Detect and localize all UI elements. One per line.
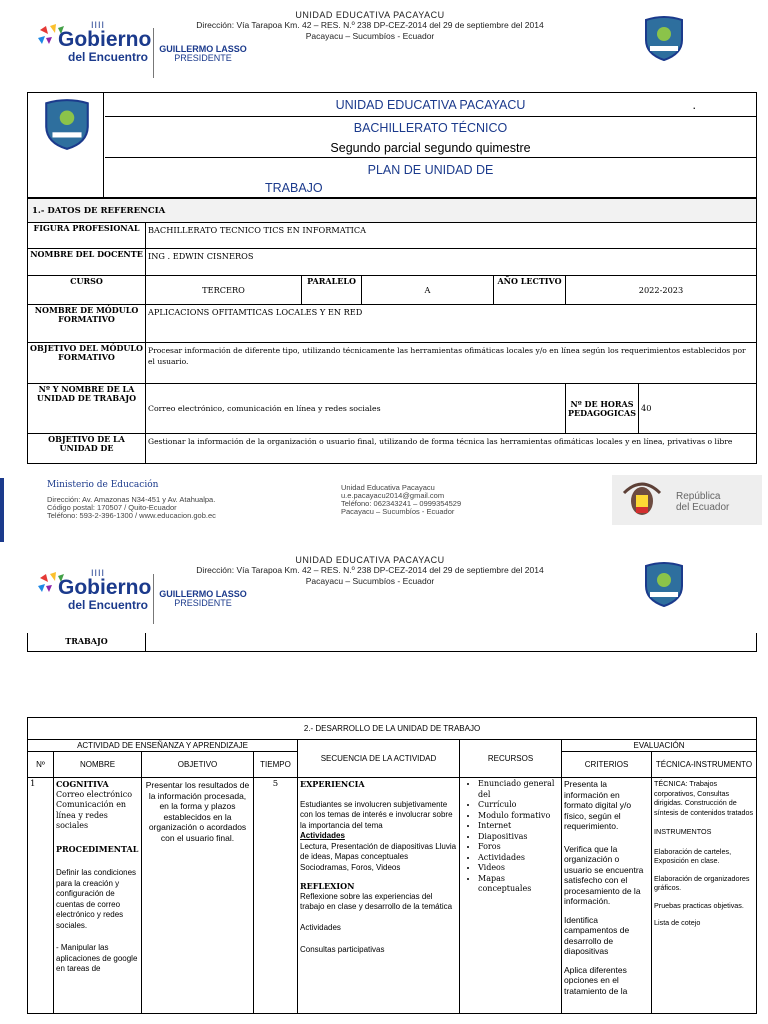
page2-header-divider <box>153 574 154 624</box>
republica-box <box>612 475 762 525</box>
tec-2: Elaboración de carteles, Exposición en clase. <box>654 846 732 865</box>
sec-act2: Actividades <box>300 922 341 932</box>
sec-ref-text: Reflexione sobre las experiencias del trabajo en clase y desarrollo de la temática <box>300 891 453 911</box>
recurso-item: • Foros <box>478 842 559 853</box>
modulo-value: APLICACIONS OFITAMTICAS LOCALES Y EN RED <box>146 305 757 343</box>
sec-actividades: Actividades <box>300 831 345 840</box>
page2-lasso-logo <box>158 590 248 608</box>
left-edge-bar <box>0 478 4 542</box>
recursos-cell <box>460 778 562 1014</box>
title-shield-icon <box>42 97 92 151</box>
title-block <box>27 92 757 198</box>
recurso-item: • Diapositivas <box>478 832 559 843</box>
unidad-line3: Teléfono: 062343241 – 0999354529 <box>341 499 462 508</box>
tec-3: Elaboración de organizadores gráficos. <box>654 873 750 892</box>
tec-instr: INSTRUMENTOS <box>654 827 712 836</box>
tiempo-cell: 5 <box>254 778 298 1014</box>
obj-mod-value: Procesar información de diferente tipo, utilizando técnicamente las herramientas ofimáticas locales y/o en línea según los requerimientos establecidos por el usuario. <box>146 343 757 384</box>
col-secuencia: SECUENCIA DE LA ACTIVIDAD <box>298 740 460 778</box>
col-nombre: NOMBRE <box>54 752 142 778</box>
title-line-sep <box>105 157 756 158</box>
docente-value: ING . EDWIN CISNEROS <box>146 249 757 276</box>
gob-sub: del Encuentro <box>68 50 149 64</box>
obj-uni-value: Gestionar la información de la organización o usuario final, utilizando de forma técnica las herramientas ofimáticas locales y en línea, privativas o libre <box>146 434 757 464</box>
anio-label: AÑO LECTIVO <box>494 276 566 305</box>
gobierno-logo <box>36 20 151 80</box>
secuencia-cell <box>298 778 460 1014</box>
lasso-logo <box>158 45 248 63</box>
title-dot: . <box>692 98 696 112</box>
recursos-list <box>462 779 559 895</box>
col-criterios: CRITERIOS <box>562 752 652 778</box>
footer-ministerio <box>47 480 307 520</box>
school-shield-icon <box>640 14 688 62</box>
criterios-cell <box>562 778 652 1014</box>
col-n: Nº <box>28 752 54 778</box>
lasso-title: PRESIDENTE <box>174 53 232 63</box>
gob-bars: IIII <box>91 20 106 30</box>
curso-value: TERCERO <box>146 276 302 305</box>
horas-label: Nº DE HORAS PEDAGOGICAS <box>566 384 639 434</box>
crit-4: Aplica diferentes opciones en el tratamiento de la <box>564 964 628 996</box>
ecuador-coat-of-arms-icon <box>620 477 664 523</box>
sec-experiencia: EXPERIENCIA <box>300 779 365 789</box>
col-tiempo: TIEMPO <box>254 752 298 778</box>
recurso-item: • Modulo formativo <box>478 811 559 822</box>
tecnica-cell <box>652 778 757 1014</box>
modulo-label: NOMBRE DE MÓDULO FORMATIVO <box>28 305 146 343</box>
page2-gob-sub: del Encuentro <box>68 598 149 612</box>
page2-header <box>150 555 590 587</box>
docente-label: NOMBRE DEL DOCENTE <box>28 249 146 276</box>
actividad-header: ACTIVIDAD DE ENSEÑANZA Y APRENDIZAJE <box>28 740 298 752</box>
title-line-1 <box>105 93 756 117</box>
tec-4: Pruebas practicas objetivas. <box>654 900 744 910</box>
page1-header <box>150 10 590 42</box>
republica-line1: República <box>676 491 721 502</box>
footer-unidad <box>341 484 541 516</box>
col-recursos: RECURSOS <box>460 740 562 778</box>
recurso-item: • Enunciado general del <box>478 779 559 800</box>
recurso-item: • Actividades <box>478 853 559 864</box>
page2-trabajo-value <box>146 633 757 651</box>
unidad-line2: u.e.pacayacu2014@gmail.com <box>341 491 445 500</box>
unidad-label: Nº Y NOMBRE DE LA UNIDAD DE TRABAJO <box>28 384 146 434</box>
lasso-name: GUILLERMO LASSO <box>159 44 247 54</box>
obj-uni-label: OBJETIVO DE LA UNIDAD DE <box>28 434 146 464</box>
reference-table <box>27 198 757 464</box>
nombre-cell <box>54 778 142 1014</box>
section1-title-text: 1.- DATOS DE REFERENCIA <box>32 205 166 216</box>
recurso-item: • Internet <box>478 821 559 832</box>
objetivo-cell: Presentar los resultados de la información procesada, en la forma y plazos establecidos en la organización o acordados con el usuario final. <box>142 778 254 1014</box>
nombre-cog-text: Correo electrónico Comunicación en línea y redes sociales <box>56 789 133 830</box>
page2-school-shield-icon <box>640 560 688 608</box>
title-program: BACHILLERATO TÉCNICO <box>353 121 508 135</box>
row-n: 1 <box>28 778 54 1014</box>
nombre-cognitiva: COGNITIVA <box>56 779 109 789</box>
nombre-proc: PROCEDIMENTAL <box>56 843 139 854</box>
unidad-value: Correo electrónico, comunicación en línea y redes sociales <box>146 384 566 434</box>
title-plan-2: TRABAJO <box>265 181 323 195</box>
curso-label: CURSO <box>28 276 146 305</box>
crit-1: Presenta la información en formato digital y/o físico, según el requerimiento. <box>564 779 632 831</box>
anio-value: 2022-2023 <box>566 276 757 305</box>
title-lines <box>105 93 756 197</box>
header-location: Pacayacu – Sucumbíos - Ecuador <box>305 31 435 41</box>
title-period: Segundo parcial segundo quimestre <box>330 141 531 155</box>
sec-act-text: Lectura, Presentación de diapositivas Lluvia de ideas, Mapas conceptuales Sociodramas, Foros, Videos <box>300 841 457 872</box>
crit-3: Identifica campamentos de desarrollo de diapositivas <box>564 914 630 956</box>
title-shield-cell <box>28 93 104 197</box>
nombre-proc-text: Definir las condiciones para la creación y configuración de cuentas de correo electrónico y redes sociales. <box>56 868 137 930</box>
sec-exp-text: Estudiantes se involucren subjetivamente con los temas de interés e involucrar sobre la importancia del tema <box>300 799 453 830</box>
tec-5: Lista de cotejo <box>654 918 701 927</box>
title-school: UNIDAD EDUCATIVA PACAYACU <box>335 98 526 112</box>
horas-value: 40 <box>638 384 756 434</box>
republica-line2: del Ecuador <box>676 502 730 513</box>
gob-word: Gobierno <box>58 28 152 51</box>
tec-1: TÉCNICA: Trabajos corporativos, Consultas dirigidas. Construcción de síntesis de contenidos tratados <box>654 779 754 817</box>
ministerio-line1: Dirección: Av. Amazonas N34-451 y Av. Atahualpa. <box>47 495 216 504</box>
page2-gob-bars: IIII <box>91 568 106 578</box>
col-tecnica: TÉCNICA-INSTRUMENTO <box>652 752 757 778</box>
header-school: UNIDAD EDUCATIVA PACAYACU <box>295 10 445 20</box>
nombre-manip: - Manipular las aplicaciones de google en tareas de <box>56 943 138 973</box>
page2-gob-word: Gobierno <box>58 576 152 599</box>
evaluacion-header: EVALUACIÓN <box>562 740 757 752</box>
col-objetivo: OBJETIVO <box>142 752 254 778</box>
figura-label: FIGURA PROFESIONAL <box>28 223 146 249</box>
page2-trabajo-row <box>27 633 757 652</box>
section2-title: 2.- DESARROLLO DE LA UNIDAD DE TRABAJO <box>28 718 757 740</box>
section1-title <box>28 199 757 223</box>
page2-header-location: Pacayacu – Sucumbíos - Ecuador <box>305 576 435 586</box>
recurso-item: • Mapas conceptuales <box>478 874 559 895</box>
page2-lasso-name: GUILLERMO LASSO <box>159 589 247 599</box>
page2-header-school: UNIDAD EDUCATIVA PACAYACU <box>295 555 445 565</box>
development-table <box>27 717 757 1014</box>
paralelo-value: A <box>362 276 494 305</box>
unidad-line4: Pacayacu – Sucumbíos - Ecuador <box>341 507 455 516</box>
page2-lasso-title: PRESIDENTE <box>174 598 232 608</box>
recurso-item: • Videos <box>478 863 559 874</box>
page2-header-address: Dirección: Vía Tarapoa Km. 42 – RES. N.º 238 DP-CEZ-2014 del 29 de septiembre del 2014 <box>196 565 544 575</box>
ministerio-line3: Teléfono: 593-2-396-1300 / www.educacion.gob.ec <box>47 511 216 520</box>
sec-consultas: Consultas participativas <box>300 945 385 954</box>
paralelo-label: PARALELO <box>302 276 362 305</box>
title-plan-1: PLAN DE UNIDAD DE <box>367 163 494 177</box>
sec-reflexion: REFLEXION <box>300 881 355 891</box>
crit-2: Verifica que la organización o usuario se encuentra satisfecho con el procesamiento de la información. <box>564 843 644 906</box>
header-divider <box>153 28 154 78</box>
header-address: Dirección: Vía Tarapoa Km. 42 – RES. N.º 238 DP-CEZ-2014 del 29 de septiembre del 2014 <box>196 20 544 30</box>
page2-trabajo-label: TRABAJO <box>28 633 146 651</box>
obj-mod-label: OBJETIVO DEL MÓDULO FORMATIVO <box>28 343 146 384</box>
unidad-line1: Unidad Educativa Pacayacu <box>341 483 435 492</box>
figura-value: BACHILLERATO TECNICO TICS EN INFORMATICA <box>146 223 757 249</box>
recurso-item: • Currículo <box>478 800 559 811</box>
ministerio-title: Ministerio de Educación <box>47 480 159 490</box>
page2-gobierno-logo <box>36 568 151 628</box>
ministerio-line2: Código postal: 170507 / Quito-Ecuador <box>47 503 177 512</box>
